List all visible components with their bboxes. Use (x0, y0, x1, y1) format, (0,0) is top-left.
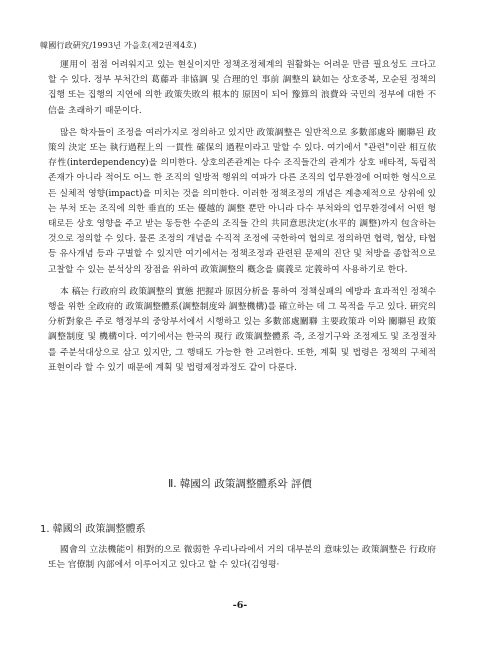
paragraph-4: 國會의 立法機能이 相對的으로 微弱한 우리나라에서 거의 대부분의 意味있는 政策調整은 行政府 또는 官僚制 內部에서 이루어지고 있다고 할 수 있다(김영평· (48, 545, 436, 571)
page-number: -6- (232, 600, 248, 611)
paragraph-2: 많은 학자들이 조정을 여러가지로 정의하고 있지만 政策調整은 일반적으로 多數部處와 關聯된 政策의 決定 또는 執行過程上의 一貫性 確保의 過程이라고 말할 수 있다. 여기에서 "관련"이란 相互依存性(interdependency)을 의미한다. 상호의존관계는 다수 조직들간의 관계가 상호 배타적, 독립적 존재가 아니라 적어도 어느 한 조직의 일방적 행위의 여파가 다른 조직의 업무환경에 어떠한 형식으로든 실체적 영향(impact)을 미치는 것을 의미한다. 이러한 정책조정의 개념은 계층제적으로 상위에 있는 부처 또는 조직에 의한 垂直的 또는 優越的 調整 뿐만 아니라 다수 부처와의 업무환경에서 어떤 형태로든 상호 영향을 주고 받는 동등한 수준의 조직들 간의 共同意思決定(水平的 調整)까지 包含하는 것으로 정의할 수 있다. 물론 조정의 개념을 수직적 조정에 국한하여 협의로 정의하면 협력, 협상, 타협 등 유사개념 등과 구별할 수 있지만 여기에서는 정책조정과 관련된 문제의 진단 및 처방을 종합적으로 고찰할 수 있는 분석상의 장점을 위하여 政策調整의 槪念을 廣義로 定義하여 사용하기로 한다. (48, 127, 436, 275)
body-text-continued (48, 543, 436, 580)
body-text (48, 58, 436, 383)
section-title: Ⅱ. 韓國의 政策調整體系와 評價 (168, 478, 312, 490)
subsection-title: 1. 韓國의 政策調整體系 (40, 524, 146, 535)
paragraph-1: 運用이 점점 어려워지고 있는 현실이지만 정책조정체계의 원활화는 어려운 만큼 필요성도 크다고 할 수 있다. 정부 부처간의 葛藤과 非協調 및 合理的인 事前 調整의 缺如는 상호중복, 모순된 정책의 집행 또는 집행의 지연에 의한 政策失敗의 根本的 原因이 되어 豫算의 浪費와 국민의 정부에 대한 不信을 초래하기 때문이다. (48, 60, 436, 116)
running-header: 韓國行政硏究/1993년 가을호(제2권제4호) (40, 41, 197, 50)
paragraph-3: 本 稿는 行政府의 政策調整의 實態 把握과 原因分析을 통하여 정책실패의 예방과 효과적인 정책수행을 위한 全政府的 政策調整體系(調整制度와 調整機構)를 確立하는 데 그 목적을 두고 있다. 硏究의 分析對象은 주로 행정부의 중앙부서에서 시행하고 있는 多數部處關聯 主要政策과 이와 關聯된 政策調整制度 및 機構이다. 여기에서는 한국의 現行 政策調整體系 즉, 조정기구와 조정제도 및 조정절차를 주분석대상으로 삼고 있지만, 그 행태도 가능한 한 고려한다. 또한, 계획 및 법령은 정책의 구체적 표현이라 할 수 있기 때문에 계획 및 법령제정과정도 같이 다룬다. (48, 286, 436, 373)
